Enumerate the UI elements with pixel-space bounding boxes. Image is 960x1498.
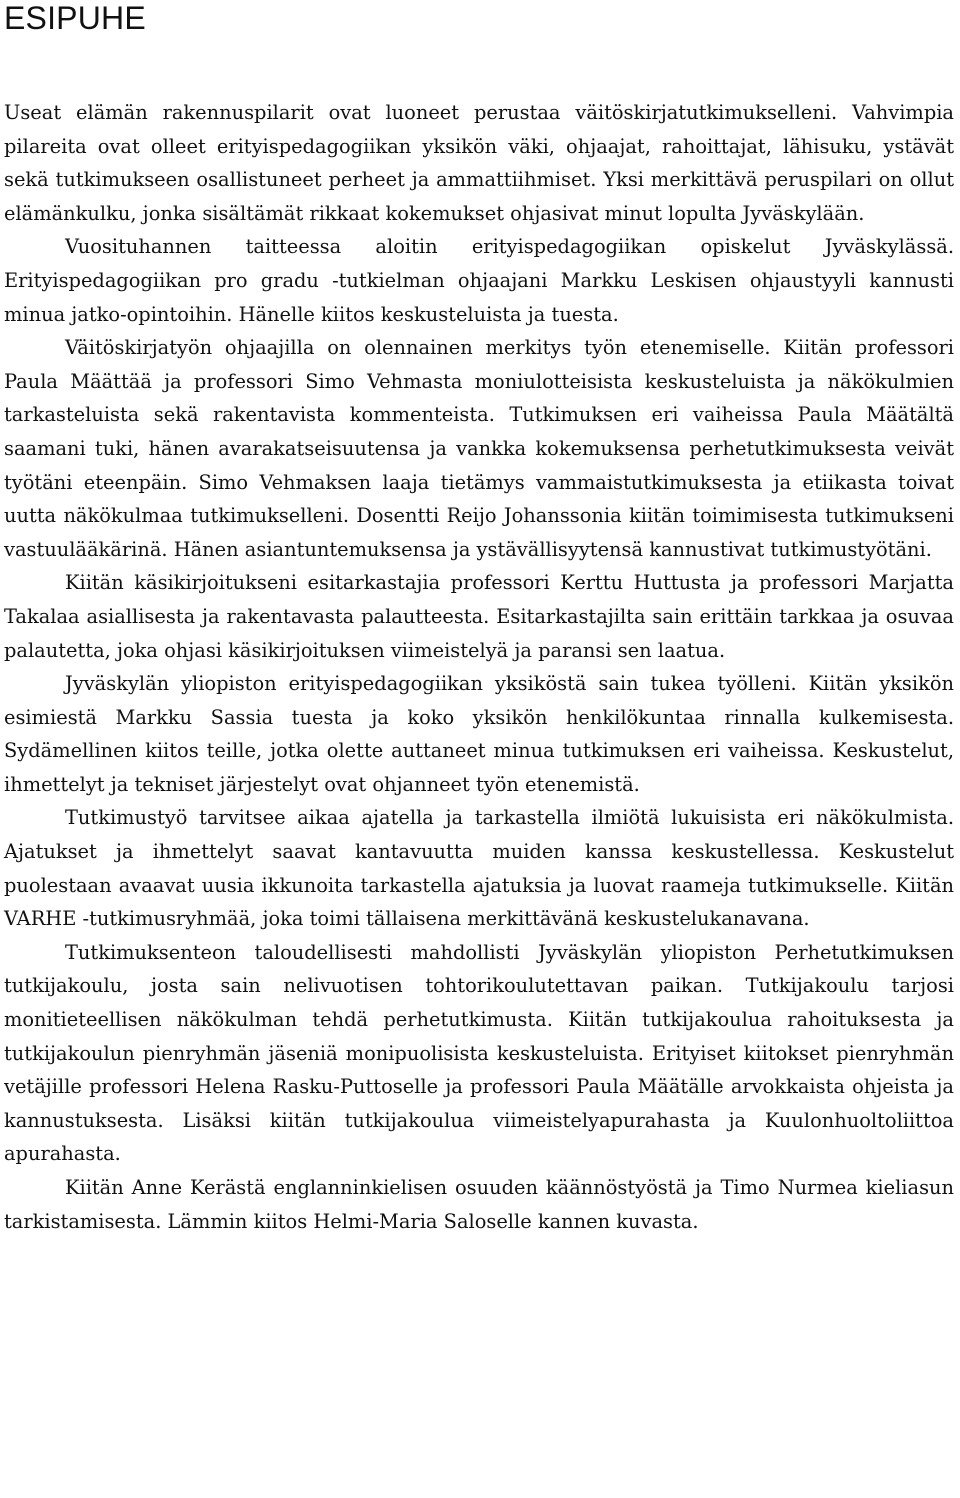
document-page bbox=[4, 0, 954, 1238]
page-title: ESIPUHE bbox=[4, 0, 146, 36]
preface-body bbox=[4, 96, 954, 1238]
paragraph-6: Tutkimustyö tarvitsee aikaa ajatella ja tarkastella ilmiötä lukuisista eri näkökulmista. Ajatukset ja ihmettelyt saavat kantavuutta muiden kanssa keskustellessa. Keskustelut puolestaan avaavat uusia ikkunoita tarkastella ajatuksia ja luovat raameja tutkimukselle. Kiitän VARHE -tutkimusryhmää, joka toimi tällaisena merkittävänä keskustelukanavana. bbox=[4, 806, 954, 931]
paragraph-3: Väitöskirjatyön ohjaajilla on olennainen merkitys työn etenemiselle. Kiitän professori Paula Määttää ja professori Simo Vehmasta moniulotteisista keskusteluista ja näkökulmien tarkasteluista sekä rakentavista kommenteista. Tutkimuksen eri vaiheissa Paula Määtältä saamani tuki, hänen avarakatseisuutensa ja vankka kokemuksensa perhetutkimuksesta veivät työtäni eteenpäin. Simo Vehmaksen laaja tietämys vammaistutkimuksesta ja etiikasta toivat uutta näkökulmaa tutkimukselleni. Dosentti Reijo Johanssonia kiitän toimimisesta tutkimukseni vastuulääkärinä. Hänen asiantuntemuksensa ja ystävällisyytensä kannustivat tutkimustyötäni. bbox=[4, 336, 954, 561]
paragraph-2: Vuosituhannen taitteessa aloitin erityispedagogiikan opiskelut Jyväskylässä. Erityispedagogiikan pro gradu -tutkielman ohjaajani Markku Leskisen ohjaustyyli kannusti minua jatko-opintoihin. Hänelle kiitos keskusteluista ja tuesta. bbox=[4, 235, 954, 326]
paragraph-1: Useat elämän rakennuspilarit ovat luoneet perustaa väitöskirjatutkimukselleni. Vahvimpia pilareita ovat olleet erityispedagogiikan yksikön väki, ohjaajat, rahoittajat, lähisuku, ystävät sekä tutkimukseen osallistuneet perheet ja ammattiihmiset. Yksi merkittävä peruspilari on ollut elämänkulku, jonka sisältämät rikkaat kokemukset ohjasivat minut lopulta Jyväskylään. bbox=[4, 101, 954, 225]
paragraph-7: Tutkimuksenteon taloudellisesti mahdollisti Jyväskylän yliopiston Perhetutkimuksen tutkijakoulu, josta sain nelivuotisen tohtorikoulutettavan paikan. Tutkijakoulu tarjosi monitieteellisen näkökulman tehdä perhetutkimusta. Kiitän tutkijakoulua rahoituksesta ja tutkijakoulun pienryhmän jäseniä monipuolisista keskusteluista. Erityiset kiitokset pienryhmän vetäjille professori Helena Rasku-Puttoselle ja professori Paula Määtälle arvokkaista ohjeista ja kannustuksesta. Lisäksi kiitän tutkijakoulua viimeistelyapurahasta ja Kuulonhuoltoliittoa apurahasta. bbox=[4, 940, 954, 1166]
paragraph-5: Jyväskylän yliopiston erityispedagogiikan yksiköstä sain tukea työlleni. Kiitän yksikön esimiestä Markku Sassia tuesta ja koko yksikön henkilökuntaa rinnalla kulkemisesta. Sydämellinen kiitos teille, jotka olette auttaneet minua tutkimuksen eri vaiheissa. Keskustelut, ihmettelyt ja tekniset järjestelyt ovat ohjanneet työn etenemistä. bbox=[4, 672, 954, 796]
paragraph-4: Kiitän käsikirjoitukseni esitarkastajia professori Kerttu Huttusta ja professori Marjatta Takalaa asiallisesta ja rakentavasta palautteesta. Esitarkastajilta sain erittäin tarkkaa ja osuvaa palautetta, joka ohjasi käsikirjoituksen viimeistelyä ja paransi sen laatua. bbox=[4, 571, 954, 662]
paragraph-8: Kiitän Anne Kerästä englanninkielisen osuuden käännöstyöstä ja Timo Nurmea kieliasun tarkistamisesta. Lämmin kiitos Helmi-Maria Saloselle kannen kuvasta. bbox=[4, 1176, 954, 1233]
